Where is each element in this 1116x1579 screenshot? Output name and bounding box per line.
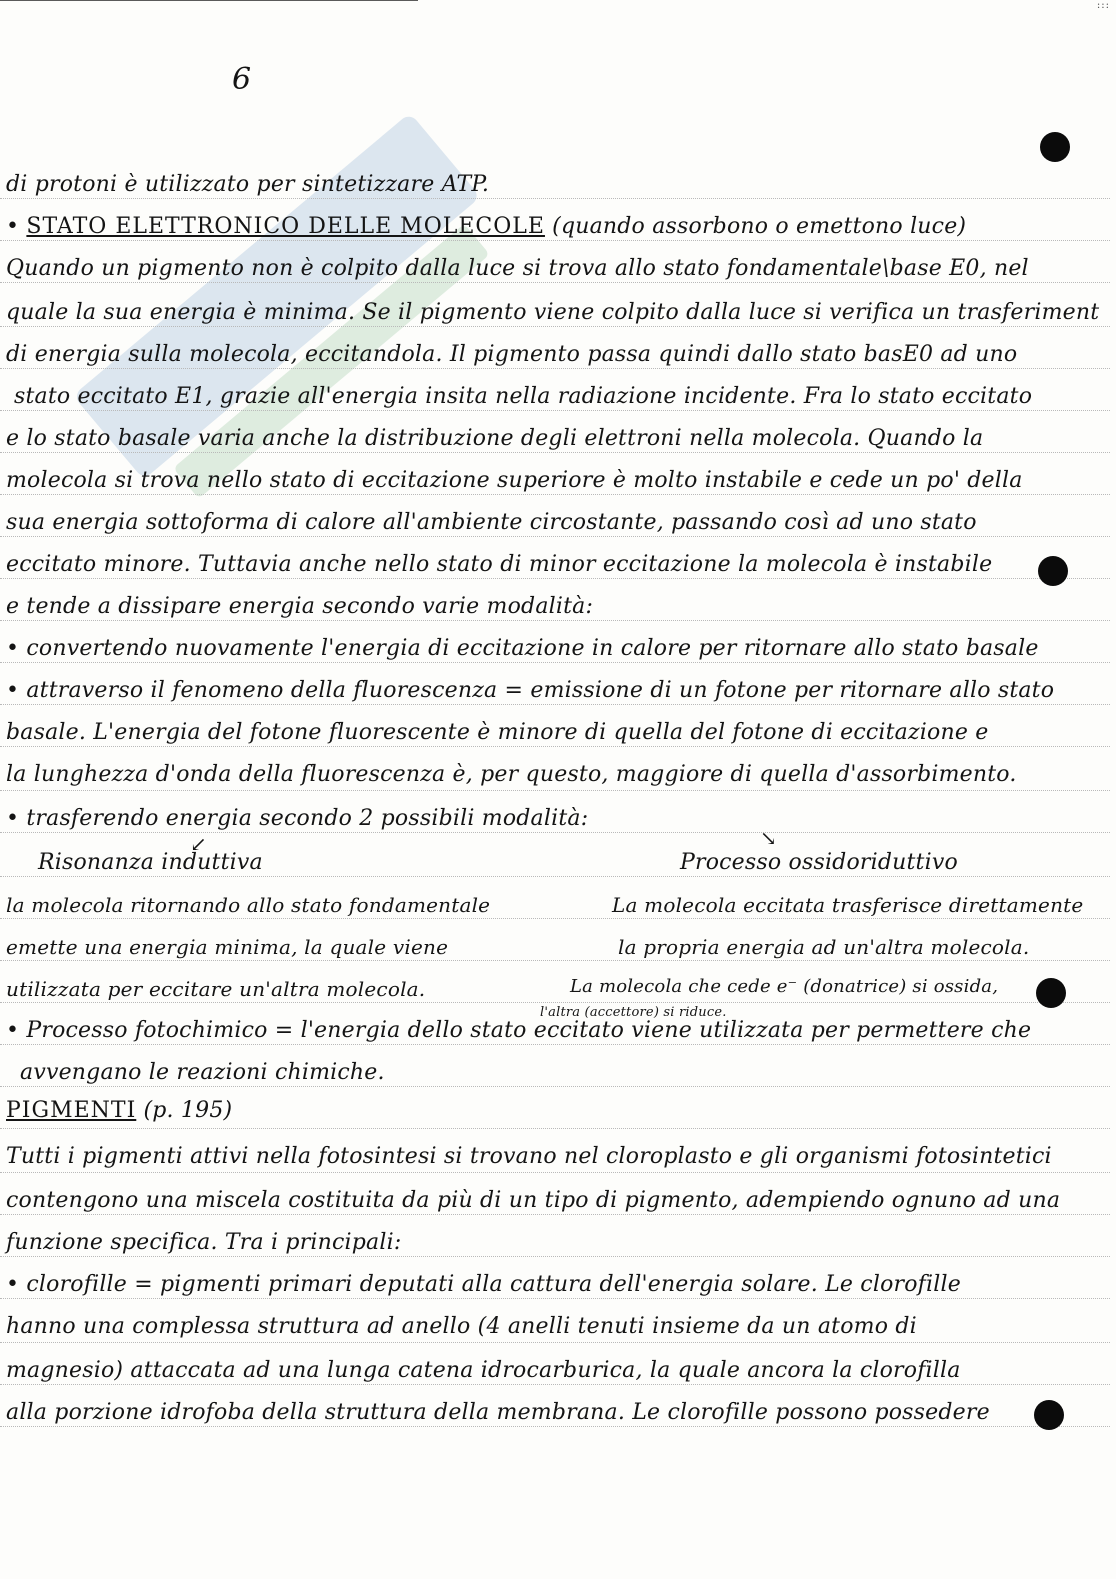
bullet-line: • attraverso il fenomeno della fluorescenza = emissione di un fotone per ritornare allo stato <box>6 678 1055 703</box>
ruled-line <box>0 790 1110 792</box>
ruled-line <box>0 282 1110 284</box>
page-number: 6 <box>232 62 252 97</box>
bullet-line: la lunghezza d'onda della fluorescenza è, per questo, maggiore di quella d'assorbimento. <box>6 762 1017 787</box>
ruled-line <box>0 536 1110 538</box>
text-line: quale la sua energia è minima. Se il pigmento viene colpito dalla luce si verifica un trasferiment <box>6 300 1100 325</box>
top-edge-line <box>0 0 418 1</box>
ruled-line <box>0 1384 1110 1386</box>
ruled-line <box>0 1298 1110 1300</box>
heading-bullet: • <box>6 214 20 239</box>
branch-left-line: emette una energia minima, la quale viene <box>6 935 449 959</box>
heading-page-ref: (p. 195) <box>143 1098 233 1123</box>
ruled-line <box>0 326 1110 328</box>
text-line: e lo stato basale varia anche la distribuzione degli elettroni nella molecola. Quando la <box>6 426 984 451</box>
section-heading-stato-elettronico: STATO ELETTRONICO DELLE MOLECOLE <box>26 214 545 239</box>
photochem-line: • Processo fotochimico = l'energia dello stato eccitato viene utilizzata per permettere che <box>6 1018 1032 1043</box>
branch-right-line: La molecola che cede e⁻ (donatrice) si ossida, <box>570 976 999 997</box>
ruled-line <box>0 452 1110 454</box>
pigmenti-line: Tutti i pigmenti attivi nella fotosintesi si trovano nel cloroplasto e gli organismi fotosintetici <box>6 1144 1052 1169</box>
pigmenti-line: hanno una complessa struttura ad anello (4 anelli tenuti insieme da un atomo di <box>6 1314 917 1339</box>
ruled-line <box>0 620 1110 622</box>
pigmenti-line: magnesio) attaccata ad una lunga catena idrocarburica, la quale ancora la clorofilla <box>6 1358 961 1383</box>
intro-line: di protoni è utilizzato per sintetizzare ATP. <box>6 172 490 197</box>
arrow-right-icon: ↘ <box>760 826 777 850</box>
binder-hole-3 <box>1036 978 1066 1008</box>
ruled-line <box>0 1426 1110 1428</box>
ruled-line <box>0 1256 1110 1258</box>
branch-right-line: La molecola eccitata trasferisce direttamente <box>612 893 1084 917</box>
binder-hole-2 <box>1038 556 1068 586</box>
ruled-line <box>0 662 1110 664</box>
heading-row-pigmenti <box>6 1098 232 1124</box>
binder-hole-1 <box>1040 132 1070 162</box>
bullet-line: • trasferendo energia secondo 2 possibili modalità: <box>6 806 589 831</box>
branch-left-line: la molecola ritornando allo stato fondamentale <box>6 893 491 917</box>
branch-right-small-note: l'altra (accettore) si riduce. <box>540 1005 727 1020</box>
branch-right-line: la propria energia ad un'altra molecola. <box>618 935 1030 959</box>
branch-left-line: utilizzata per eccitare un'altra molecola. <box>6 977 426 1001</box>
ruled-line <box>0 578 1110 580</box>
text-line: sua energia sottoforma di calore all'ambiente circostante, passando così ad uno stato <box>6 510 977 535</box>
text-line: Quando un pigmento non è colpito dalla luce si trova allo stato fondamentale\base E0, nel <box>6 256 1029 281</box>
branch-left-title: Risonanza induttiva <box>38 850 263 875</box>
ruled-line <box>0 198 1110 200</box>
corner-mark: ::: <box>1096 0 1110 11</box>
ruled-line <box>0 746 1110 748</box>
text-line: e tende a dissipare energia secondo varie modalità: <box>6 594 594 619</box>
arrow-left-icon: ↙ <box>190 832 207 856</box>
ruled-line <box>0 876 1110 878</box>
ruled-line <box>0 1172 1110 1174</box>
ruled-line <box>0 240 1110 242</box>
bullet-line: basale. L'energia del fotone fluorescente è minore di quella del fotone di eccitazione e <box>6 720 989 745</box>
section-heading-pigmenti: PIGMENTI <box>6 1098 137 1123</box>
pigmenti-line: contengono una miscela costituita da più di un tipo di pigmento, adempiendo ognuno ad una <box>6 1188 1061 1213</box>
bullet-line: • convertendo nuovamente l'energia di eccitazione in calore per ritornare allo stato basale <box>6 636 1039 661</box>
ruled-line <box>0 1044 1110 1046</box>
heading-note: (quando assorbono o emettono luce) <box>552 214 967 239</box>
ruled-line <box>0 1342 1110 1344</box>
pigmenti-line: • clorofille = pigmenti primari deputati alla cattura dell'energia solare. Le clorofille <box>6 1272 961 1297</box>
ruled-line <box>0 1214 1110 1216</box>
ruled-line <box>0 832 1110 834</box>
text-line: molecola si trova nello stato di eccitazione superiore è molto instabile e cede un po' della <box>6 468 1023 493</box>
heading-row <box>6 214 966 240</box>
branch-right-title: Processo ossidoriduttivo <box>680 850 958 875</box>
ruled-line <box>0 960 1110 962</box>
ruled-line <box>0 704 1110 706</box>
binder-hole-4 <box>1034 1400 1064 1430</box>
ruled-line <box>0 410 1110 412</box>
ruled-line <box>0 368 1110 370</box>
ruled-line <box>0 1128 1110 1130</box>
ruled-line <box>0 1086 1110 1088</box>
pigmenti-line: alla porzione idrofoba della struttura della membrana. Le clorofille possono possedere <box>6 1400 990 1425</box>
text-line: stato eccitato E1, grazie all'energia insita nella radiazione incidente. Fra lo stato eccitato <box>14 384 1033 409</box>
text-line: di energia sulla molecola, eccitandola. Il pigmento passa quindi dallo stato basE0 ad uno <box>6 342 1018 367</box>
photochem-line: avvengano le reazioni chimiche. <box>20 1060 385 1085</box>
text-line: eccitato minore. Tuttavia anche nello stato di minor eccitazione la molecola è instabile <box>6 552 993 577</box>
ruled-line <box>0 494 1110 496</box>
pigmenti-line: funzione specifica. Tra i principali: <box>6 1230 402 1255</box>
ruled-line <box>0 918 1110 920</box>
